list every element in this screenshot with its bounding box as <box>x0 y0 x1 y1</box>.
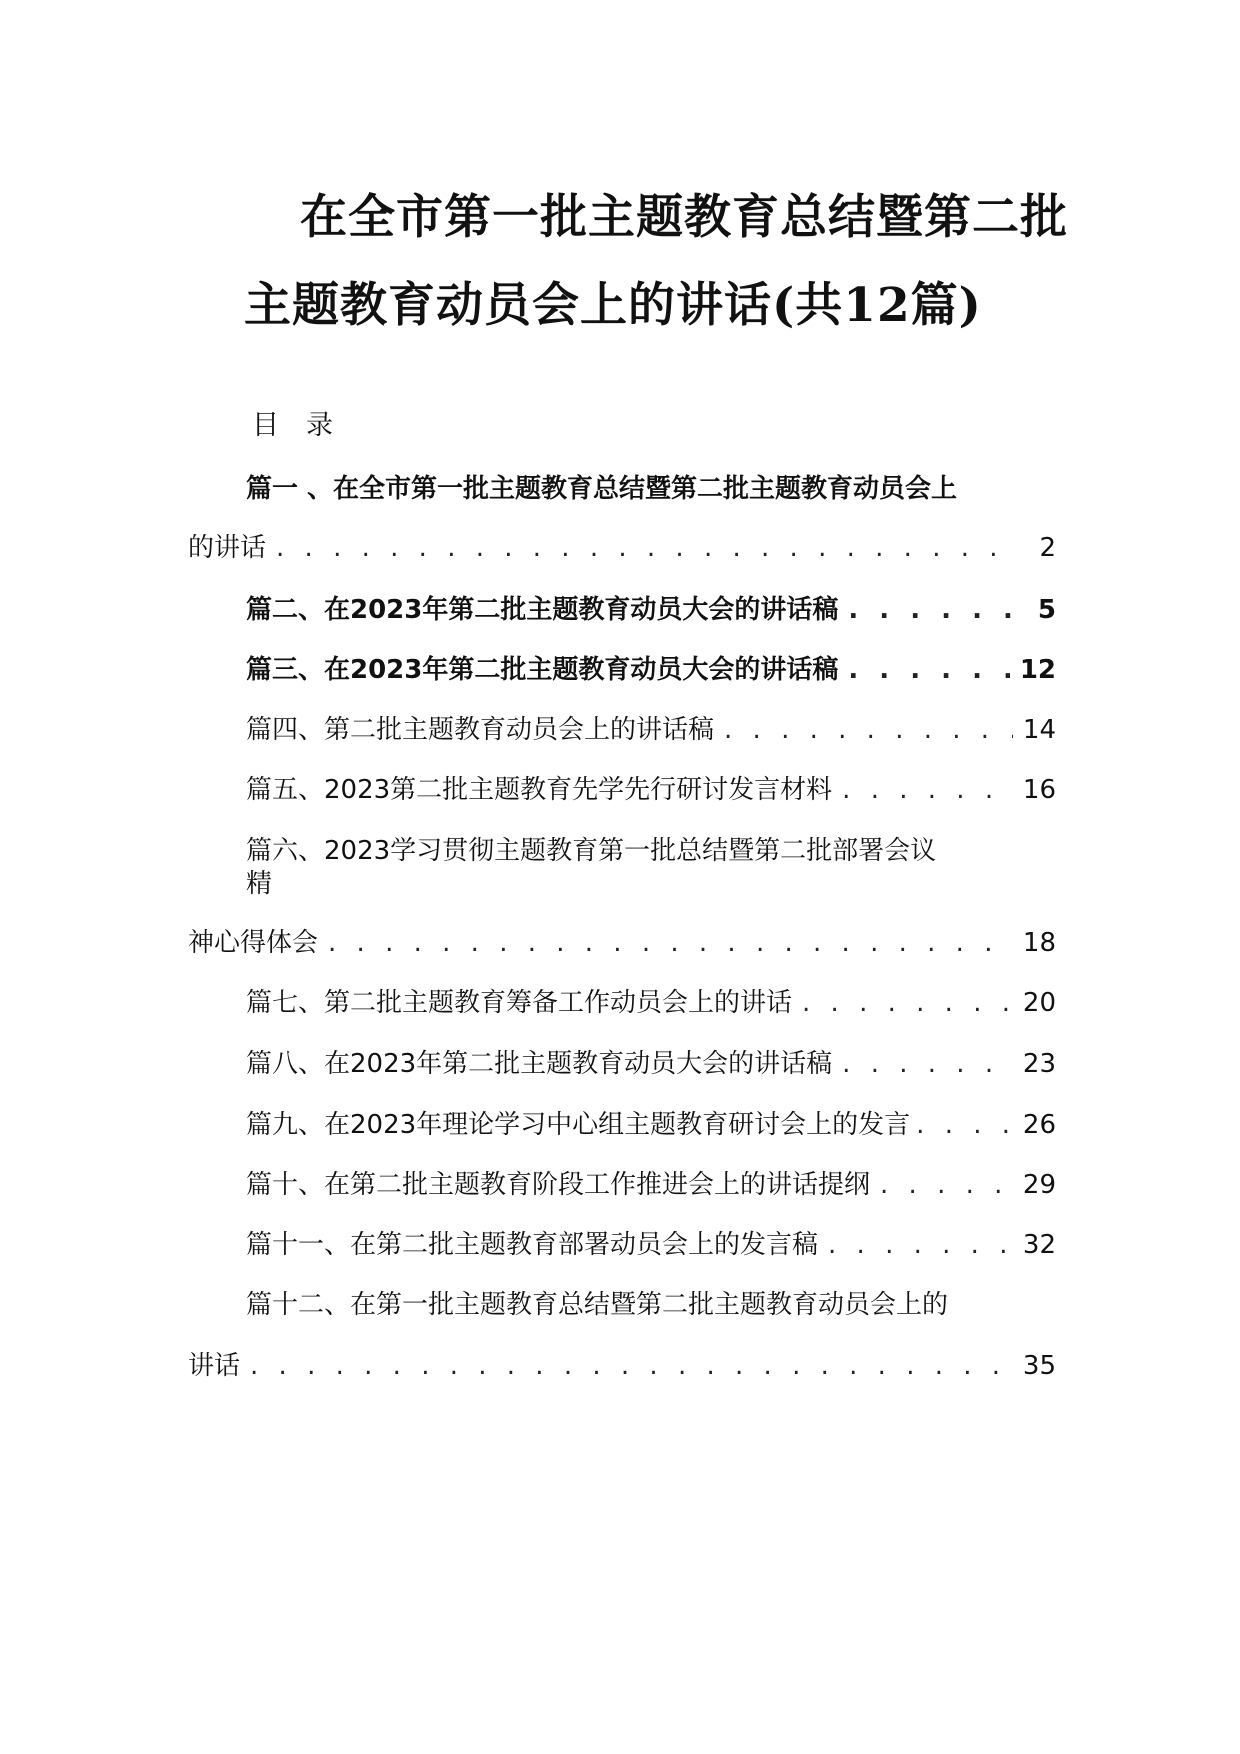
toc-entry-7[interactable] <box>246 985 1056 1021</box>
toc-entry-8-title: 篇八、在2023年第二批主题教育动员大会的讲话稿 <box>246 1049 833 1079</box>
toc-entry-4[interactable] <box>246 712 1056 748</box>
toc-entry-6-line-1[interactable] <box>246 833 936 869</box>
toc-entry-12-title: 篇十二、在第一批主题教育总结暨第二批主题教育动员会上的 <box>246 1290 949 1320</box>
toc-entry-10[interactable] <box>246 1167 1056 1203</box>
dot-leader <box>916 1107 1017 1143</box>
toc-entry-11[interactable] <box>246 1227 1056 1263</box>
toc-entry-12-line-1[interactable] <box>246 1287 948 1323</box>
dot-leader <box>828 1227 1013 1263</box>
toc-entry-10-title: 篇十、在第二批主题教育阶段工作推进会上的讲话提纲 <box>246 1170 871 1200</box>
toc-entry-8-page: 23 <box>1022 1049 1056 1079</box>
toc-entry-12-title-cont: 讲话 <box>188 1351 241 1381</box>
dot-leader <box>842 772 1013 808</box>
toc-entry-4-title: 篇四、第二批主题教育动员会上的讲话稿 <box>246 715 715 745</box>
toc-entry-11-title: 篇十一、在第二批主题教育部署动员会上的发言稿 <box>246 1230 819 1260</box>
toc-entry-1-title: 篇一 、在全市第一批主题教育总结暨第二批主题教育动员会上 <box>246 474 958 504</box>
dot-leader <box>250 1348 1013 1384</box>
toc-entry-3-page: 12 <box>1019 655 1056 685</box>
dot-leader <box>880 1167 1013 1203</box>
toc-entry-6-line-2[interactable] <box>188 925 1056 961</box>
toc-entry-11-page: 32 <box>1022 1230 1056 1260</box>
toc-heading: 目 录 <box>252 410 333 441</box>
toc-entry-5-title: 篇五、2023第二批主题教育先学先行研讨发言材料 <box>246 775 833 805</box>
dot-leader <box>276 530 1016 566</box>
dot-leader <box>848 592 1016 628</box>
dot-leader <box>724 712 1013 748</box>
document-title-line-2: 主题教育动员会上的讲话(共12篇) <box>244 278 982 333</box>
toc-entry-4-page: 14 <box>1022 715 1056 745</box>
dot-leader <box>848 652 1009 688</box>
toc-entry-1-page: 2 <box>1039 533 1056 563</box>
toc-entry-2[interactable] <box>246 592 1056 628</box>
toc-entry-7-page: 20 <box>1022 988 1056 1018</box>
toc-entry-5-page: 16 <box>1022 775 1056 805</box>
toc-entry-3-title: 篇三、在2023年第二批主题教育动员大会的讲话稿 <box>246 655 839 685</box>
toc-entry-12-line-2[interactable] <box>188 1348 1056 1384</box>
toc-entry-6-title: 篇六、2023学习贯彻主题教育第一批总结暨第二批部署会议 <box>246 836 937 866</box>
toc-entry-9-title: 篇九、在2023年理论学习中心组主题教育研讨会上的发言 <box>246 1110 911 1140</box>
toc-entry-8[interactable] <box>246 1046 1056 1082</box>
toc-entry-2-title: 篇二、在2023年第二批主题教育动员大会的讲话稿 <box>246 595 839 625</box>
toc-entry-9[interactable] <box>246 1107 1056 1143</box>
toc-entry-10-page: 29 <box>1022 1170 1056 1200</box>
toc-entry-6-page: 18 <box>1022 928 1056 958</box>
toc-entry-6-title-cont: 神心得体会 <box>188 928 319 958</box>
toc-entry-6-line-1b[interactable] <box>246 866 272 902</box>
document-title-line-1: 在全市第一批主题教育总结暨第二批 <box>300 190 1068 245</box>
toc-entry-2-page: 5 <box>1037 595 1056 625</box>
toc-entry-3[interactable] <box>246 652 1056 688</box>
toc-entry-1-line-2[interactable] <box>188 530 1056 566</box>
dot-leader <box>842 1046 1013 1082</box>
toc-entry-5[interactable] <box>246 772 1056 808</box>
toc-entry-7-title: 篇七、第二批主题教育筹备工作动员会上的讲话 <box>246 988 793 1018</box>
toc-entry-12-page: 35 <box>1022 1351 1056 1381</box>
dot-leader <box>802 985 1013 1021</box>
dot-leader <box>328 925 1013 961</box>
toc-entry-1-title-cont: 的讲话 <box>188 533 267 563</box>
toc-entry-6-title-wrap: 精 <box>246 869 273 899</box>
toc-entry-1-line-1[interactable] <box>246 471 957 507</box>
toc-entry-9-page: 26 <box>1022 1110 1056 1140</box>
